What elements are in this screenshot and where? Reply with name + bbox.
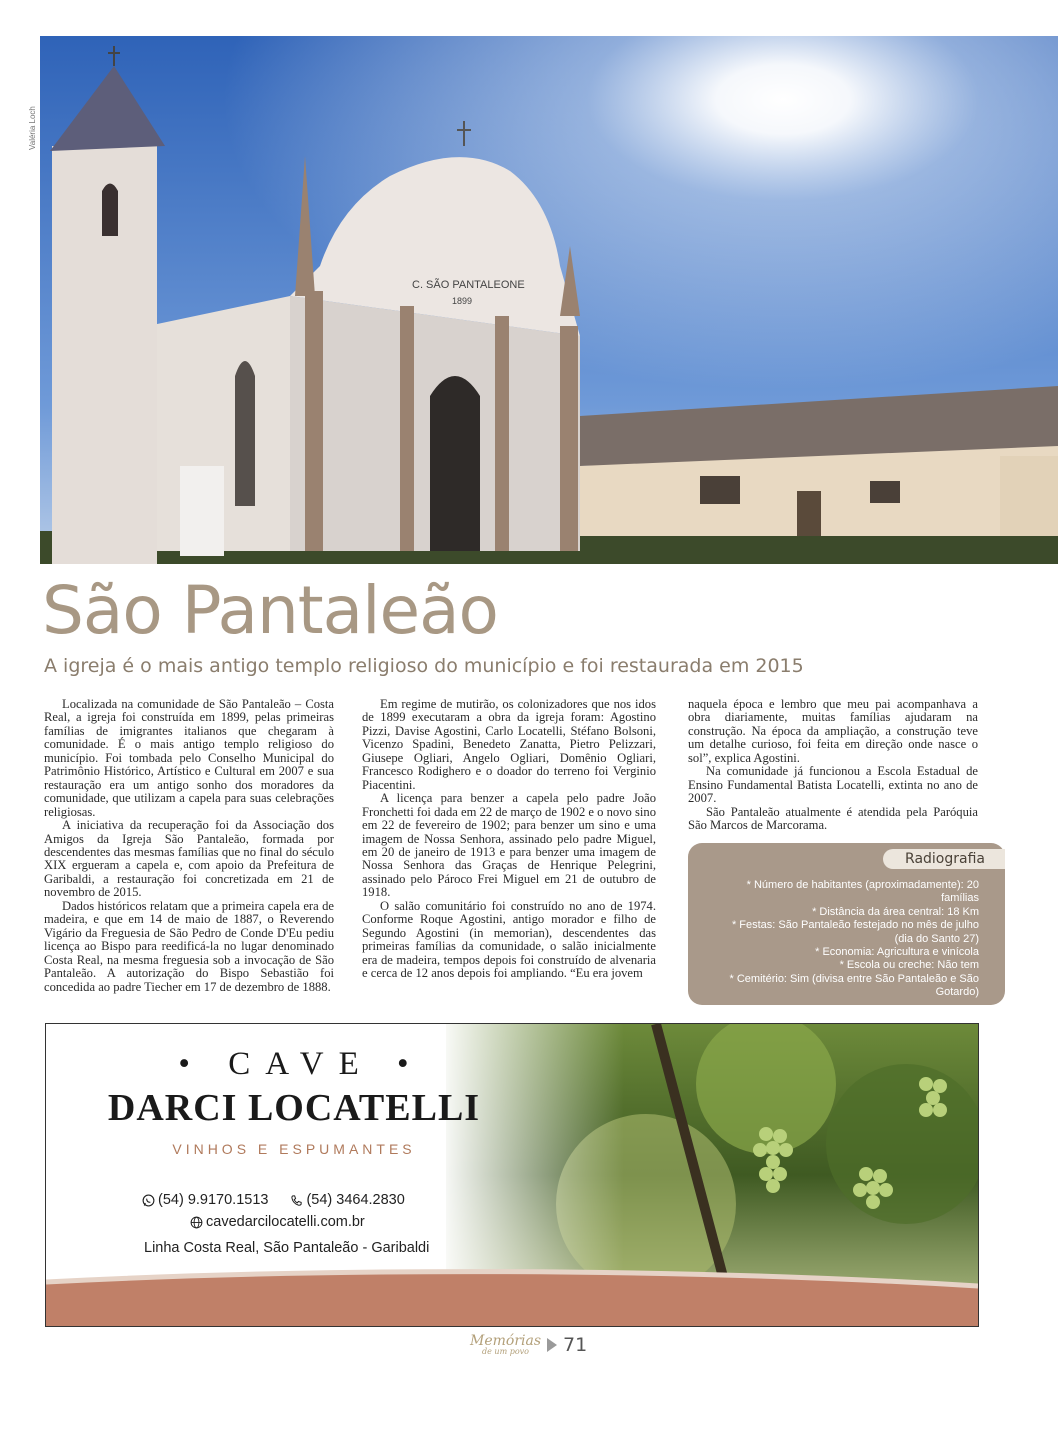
- page-number: 71: [563, 1334, 588, 1356]
- list-item: * Distância da área central: 18 Km: [812, 905, 979, 918]
- church-photo: [40, 36, 1058, 564]
- paragraph: O salão comunitário foi construído no ano de 1974. Conforme Roque Agostini, antigo morador e filho de Segundo Agostini (in memorian), descendentes das primeiras famílias da comunidade, o salão inicialmente era de madeira, tempos depois foi construído de alvenaria e cerca de 12 anos depois foi ampliando. “Eu era jovem: [362, 898, 656, 981]
- article-title: São Pantaleão: [42, 572, 498, 649]
- logo-line-2: de um povo: [482, 1346, 529, 1356]
- list-item: * Cemitério: Sim (divisa entre São Pantaleão e São Gotardo): [729, 972, 979, 999]
- ad-brand-name: DARCI LOCATELLI: [107, 1087, 481, 1129]
- ad-phone-number: (54) 3464.2830: [306, 1192, 405, 1208]
- facade-year: 1899: [452, 296, 473, 306]
- paragraph: naquela época e lembro que meu pai acompanhava a obra diariamente, muitas famílias ajudaram na construção. Na época da ampliação, a construção teve um detalhe curioso, foi feita em direção onde nasce o sol”, explica Agostini.: [688, 697, 978, 765]
- paragraph: Localizada na comunidade de São Pantaleão – Costa Real, a igreja foi construída em 1899, pelas primeiras famílias de imigrantes italianos que chegaram à comunidade. É o mais antigo templo religioso do município. Foi tombada pelo Conselho Municipal do Patrimônio Histórico, Artístico e Cultural em 2007 e sua restauração era um antigo sonho dos moradores da comunidade, que utilizam a capela para suas celebrações religiosas.: [44, 697, 334, 819]
- ad-address: Linha Costa Real, São Pantaleão - Garibaldi: [144, 1240, 430, 1256]
- paragraph: Na comunidade já funcionou a Escola Estadual de Ensino Fundamental Batista Locatelli, extinta no ano de 2007.: [688, 764, 978, 806]
- advertisement: [45, 1023, 979, 1327]
- radiografia-box: [688, 843, 1005, 1005]
- paragraph: Em regime de mutirão, os colonizadores que nos idos de 1899 executaram a obra da igreja foram: Agostino Pizzi, Davise Agostini, Carlo Locatelli, Stéfano Bolsoni, Vicenzo Spadini, Benedeto Zanatta, Pietro Pelizzari, Giusepe Ogliari, Angelo Ogliari, Domênio Ogliari, Francesco Rodighero e o doador do terreno foi Verginio Piacentini.: [362, 697, 656, 792]
- ad-tagline: VINHOS E ESPUMANTES: [172, 1141, 416, 1157]
- list-item: * Festas: São Pantaleão festejado no mês de julho (dia do Santo 27): [731, 919, 979, 945]
- article-subtitle: A igreja é o mais antigo templo religioso do município e foi restaurada em 2015: [44, 655, 804, 677]
- ad-contacts: [142, 1192, 442, 1236]
- publication-logo: [470, 1335, 541, 1355]
- ad-whatsapp-number: (54) 9.9170.1513: [158, 1192, 269, 1208]
- article-column-2: [362, 698, 656, 981]
- logo-line-1: Memórias: [470, 1333, 542, 1350]
- photo-credit: Valéria Loch: [28, 106, 37, 150]
- radiografia-list: [719, 879, 979, 1000]
- list-item: * Economia: Agricultura e vinícola: [815, 946, 979, 959]
- list-item: * Escola ou creche: Não tem: [839, 959, 979, 972]
- page-footer: [470, 1334, 587, 1356]
- paragraph: A licença para benzer a capela pelo padre João Fronchetti foi dada em 22 de março de 1902 e o novo sino em 22 de fevereiro de 1902; para benzer um sino e uma imagem de Nossa Senhora, assinado pelo padre Miguel, em 20 de janeiro de 1913 e para benzer uma imagem de Nossa Senhora das Graças de Henrique Pelegrini, assinado pelo Pároco Frei Miguel em 21 de outubro de 1918.: [362, 791, 656, 900]
- facade-inscription: C. SÃO PANTALEONE: [412, 279, 525, 291]
- phone-icon: [290, 1194, 303, 1207]
- list-item: * Número de habitantes (aproximadamente): 20 famílias: [746, 879, 979, 905]
- whatsapp-icon: [142, 1194, 155, 1207]
- article-column-1: [44, 698, 334, 994]
- paragraph: Dados históricos relatam que a primeira capela era de madeira, e que em 14 de maio de 1887, o Reverendo Vigário da Freguesia de São Pedro de Conde D'Eu pediu licença ao Bispo para reedificá-la no lugar denominado Costa Real, na mesma freguesia sob a invocação de São Pantaleão. A autorização do Bispo Sebastião foi concedida ao padre Tiecher em 17 de dezembro de 1888.: [44, 898, 334, 994]
- ad-website: cavedarcilocatelli.com.br: [206, 1214, 365, 1230]
- radiografia-heading: Radiografia: [883, 849, 1005, 869]
- paragraph: São Pantaleão atualmente é atendida pela Paróquia São Marcos de Marcorama.: [688, 804, 978, 833]
- ad-cave-label: • CAVE •: [178, 1046, 424, 1082]
- web-icon: [190, 1216, 203, 1229]
- paragraph: A iniciativa da recuperação foi da Associação dos Amigos da Igreja São Pantaleão, formada por descendentes das mesmas famílias que no final do século XIX ergueram a capela e, com apoio da Prefeitura de Garibaldi, a restauração foi concretizada em 21 de novembro de 2015.: [44, 818, 334, 900]
- article-column-3: [688, 698, 978, 833]
- arrow-right-icon: [547, 1338, 557, 1352]
